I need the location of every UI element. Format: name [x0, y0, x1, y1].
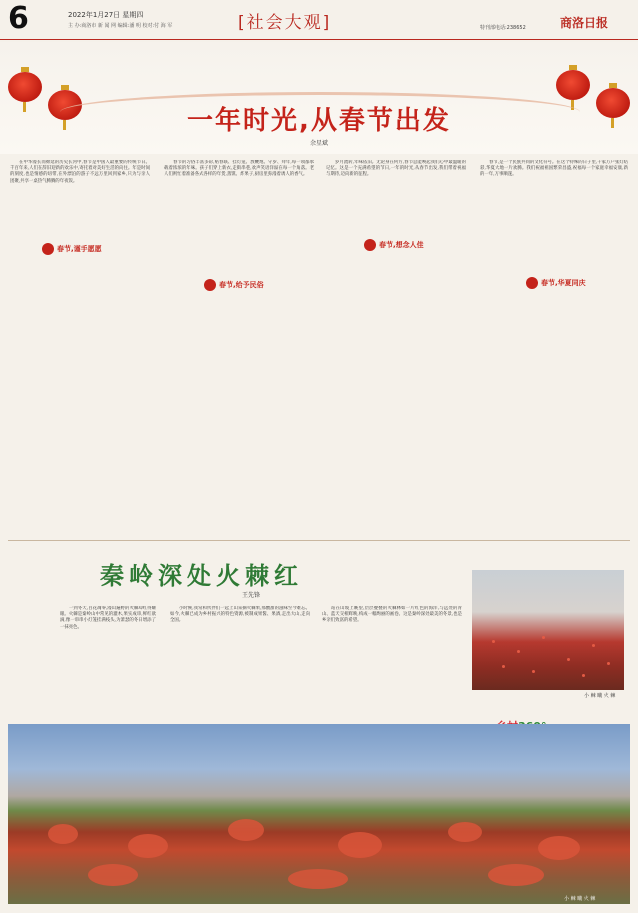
subhead-dot-icon — [204, 279, 216, 291]
article1-col4: 春节,是一个民族共同的文化符号。在这个特殊的日子里,千家万户张灯结彩,华夏大地一片欢腾。我们祝福祖国繁荣昌盛,祝福每一个家庭幸福安康,新的一年,万事顺遂。 — [480, 160, 628, 178]
newspaper-logo: 商洛日报 — [560, 16, 609, 30]
article1-col3: 岁月流转,年味依旧。无论身在何方,春节总能唤起我们心中最温暖的记忆。这是一个充满希望的节日,一年的时光,从春节出发,我们带着祝福与期待,迈向新的征程。 — [326, 160, 466, 178]
issue-date: 2022年1月27日 星期四 — [68, 11, 144, 19]
article1-byline: 余星斌 — [309, 140, 328, 147]
subhead-dot-icon — [526, 277, 538, 289]
masthead — [0, 0, 638, 40]
article1-subhead-4: 春节,华夏同庆 — [526, 276, 586, 290]
article2-col2: 小时候,我常和伙伴们一起上山采摘火棘果,那酸甜的滋味至今难忘。如今,火棘已成为乡村振兴的特色资源,被制成果酱、果酒,走出大山,走向全国。 — [170, 606, 310, 624]
article1-subhead-1: 春节,谨手愿愿 — [42, 242, 102, 256]
subhead-dot-icon — [42, 243, 54, 255]
subhead-dot-icon — [364, 239, 376, 251]
article1-col1: 在中华漫长而绵延的历史长河中,春节是中国人最重要的传统节日。千百年来,人们在辞旧迎新的欢乐中,寄托着对美好生活的向往。年是时间的刻度,也是情感的纽带,在外漂泊的游子不远万里回到家乡,只为与亲人团聚,共享一桌热气腾腾的年夜饭。 — [10, 160, 150, 184]
article2-col3: 站在山坡上眺望,层层叠叠的火棘林如一片红色的海洋,与远处的青山、蓝天交相辉映,构成一幅绚丽的画卷。这是秦岭深处最美的冬景,也是乡亲们致富的希望。 — [322, 606, 462, 624]
article2-title: 秦岭深处火棘红 — [100, 562, 303, 590]
article1-banner — [0, 42, 638, 154]
article1-title: 一年时光,从春节出发 — [187, 106, 451, 136]
article1-subhead-2: 春节,给予民俗 — [204, 278, 264, 292]
firethorn-photo — [472, 570, 624, 690]
article2-col1: 一到冬天,百花凋零,漫山遍野的火棘却红得耀眼。火棘是秦岭山中常见的灌木,果实成串,鲜红欲滴,像一串串小灯笼挂满枝头,为萧瑟的冬日增添了一抹亮色。 — [60, 606, 156, 630]
section-title: [社会大观] — [238, 13, 332, 33]
article1-subhead-3: 春节,想念人佳 — [364, 238, 424, 252]
editors-line: 主 办:商洛市 新 闻 网 编辑:潘 明 校对:付 海 军 — [68, 23, 173, 29]
article1-col2: 春节的习俗丰富多彩,贴春联、挂灯笼、放鞭炮、守岁、拜年,每一项都承载着浓浓的年味。孩子们穿上新衣,走街串巷,欢声笑语洋溢在每一个角落。老人们则忙着准备各式各样的年货,蒸馍、炸果子,厨房里弥漫着诱人的香气。 — [164, 160, 314, 178]
landscape-photo — [8, 724, 630, 904]
firethorn-photo-caption: 小 棘 曦 火 棘 — [584, 693, 616, 699]
hotline: 特刊部电话:238652 — [480, 25, 526, 31]
landscape-photo-caption: 小 棘 曦 火 棘 — [564, 896, 596, 902]
section-divider — [8, 540, 630, 541]
page-number: 6 — [8, 1, 29, 36]
lantern-icon — [556, 70, 590, 100]
lantern-icon — [8, 72, 42, 102]
article2-byline: 王先锋 — [242, 592, 261, 599]
